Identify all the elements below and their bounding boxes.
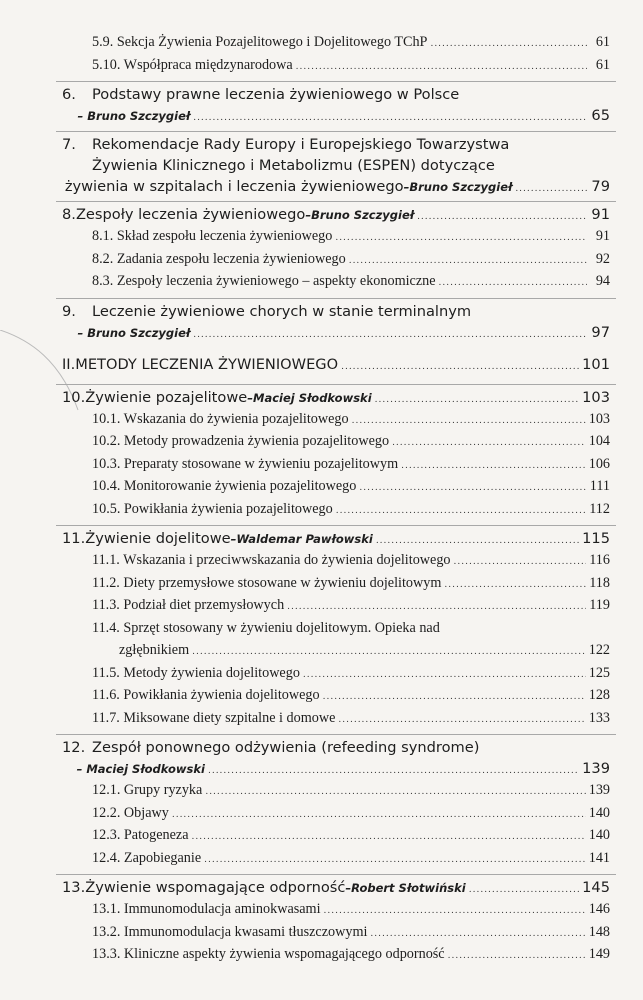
leader-dots [204, 855, 586, 865]
toc-entry-11-1[interactable] [92, 552, 610, 575]
page-number: 146 [588, 901, 610, 917]
leader-dots [324, 906, 586, 916]
page-number: 101 [582, 355, 610, 373]
chapter-divider [56, 734, 616, 735]
entry-title [92, 433, 389, 450]
entry-text: Wskazania i przeciwwskazania do żywienia dojelitowego [123, 552, 451, 568]
entry-text: Monitorowanie żywienia pozajelitowego [123, 478, 357, 494]
entry-number: 10.4. [92, 478, 121, 494]
chapter-title-line [62, 739, 610, 760]
chapter-title-line [62, 879, 610, 901]
page-number: 106 [588, 455, 610, 472]
section-number: II. [62, 355, 76, 373]
entry-number: 11.5. [92, 664, 120, 681]
entry-text: Immunomodulacja aminokwasami [123, 901, 321, 917]
leader-dots [401, 461, 586, 471]
entry-text: Powikłania żywienia pozajelitowego [123, 500, 333, 517]
toc-entry-8-2[interactable] [92, 251, 610, 274]
chapter-author: Bruno Szczygieł [87, 325, 191, 340]
page-number: 111 [589, 478, 610, 494]
chapter-divider [56, 81, 616, 82]
entry-number: 11.6. [92, 687, 120, 703]
chapter-number: 13. [62, 879, 86, 896]
entry-title [92, 228, 332, 245]
page-number: 139 [582, 760, 610, 777]
leader-dots [359, 483, 586, 493]
toc-entry-10-2[interactable] [92, 433, 610, 456]
chapter-title: Rekomendacje Rady Europy i Europejskiego Towarzystwa [92, 136, 510, 153]
chapter-number: 11. [62, 530, 86, 547]
entry-text: Podział diet przemysłowych [123, 597, 285, 613]
toc-section-II[interactable] [62, 356, 610, 382]
entry-text: Metody żywienia dojelitowego [123, 664, 300, 681]
entry-title [92, 710, 335, 727]
chapter-author: Robert Słotwiński [351, 881, 466, 895]
entry-title [92, 687, 320, 704]
entry-text: Sekcja Żywienia Pozajelitowego i Dojelitowego TChP [116, 34, 428, 50]
chapter-author: Bruno Szczygieł [87, 109, 191, 123]
entry-title [92, 850, 201, 867]
entry-text: Sprzęt stosowany w żywieniu dojelitowym. Opieka nad [123, 619, 440, 636]
page-number: 65 [591, 107, 610, 124]
entry-title [92, 946, 445, 963]
entry-text: Miksowane diety szpitalne i domowe [123, 709, 336, 726]
entry-number: 8.2. [92, 250, 114, 267]
entry-title [92, 620, 440, 637]
leader-dots [193, 330, 587, 340]
chapter-title-line [62, 389, 610, 411]
toc-entry-10-4[interactable] [92, 478, 610, 501]
entry-title [92, 827, 189, 844]
page-number: 148 [588, 923, 610, 940]
entry-title [92, 552, 451, 569]
toc-entry-12-3[interactable] [92, 827, 610, 850]
leader-dots [469, 885, 579, 895]
entry-title [92, 478, 356, 495]
chapter-title-line [62, 157, 610, 178]
toc-entry-10-5[interactable] [92, 501, 610, 524]
leader-dots [515, 184, 587, 194]
leader-dots [296, 62, 587, 72]
toc-entry-11-7[interactable] [92, 710, 610, 733]
chapter-title: Żywienia Klinicznego i Metabolizmu (ESPEN) dotyczące [92, 157, 495, 174]
entry-title [92, 665, 300, 682]
entry-text: Powikłania żywienia dojelitowego [123, 687, 320, 703]
entry-number: 5.10. [92, 56, 121, 73]
page-number: 91 [591, 206, 610, 223]
chapter-author: Waldemar Pawłowski [236, 532, 373, 546]
leader-dots [341, 362, 579, 372]
chapter-number: 6. [62, 86, 76, 103]
toc-entry-11-2[interactable] [92, 575, 610, 598]
chapter-number: 9. [62, 302, 76, 320]
toc-chapter-10[interactable] [62, 389, 610, 411]
entry-number: 12.2. [92, 804, 121, 821]
page-number: 61 [595, 34, 610, 50]
toc-entry-8-3[interactable] [92, 273, 610, 296]
entry-title [92, 924, 367, 941]
chapter-author-prefix: – [403, 180, 410, 194]
toc-chapter-12[interactable] [62, 739, 610, 782]
entry-number: 12.4. [92, 849, 121, 866]
toc-entry-13-2[interactable] [92, 924, 610, 947]
leader-dots [208, 766, 579, 776]
table-of-contents [62, 34, 610, 969]
chapter-title: Zespoły leczenia żywieniowego [75, 206, 306, 223]
toc-chapter-11[interactable] [62, 530, 610, 552]
page-number: 116 [589, 552, 610, 568]
chapter-author-prefix: – [305, 208, 312, 222]
entry-number: 11.4. [92, 619, 120, 636]
leader-dots [375, 395, 580, 405]
entry-title [92, 456, 398, 473]
chapter-divider [56, 384, 616, 385]
chapter-divider [56, 298, 616, 299]
leader-dots [172, 810, 586, 820]
entry-number: 10.5. [92, 500, 121, 517]
toc-entry-5-9[interactable] [92, 34, 610, 57]
entry-text-continued: zgłębnikiem [119, 642, 190, 658]
entry-text: Zapobieganie [123, 849, 202, 866]
leader-dots [335, 233, 587, 243]
toc-chapter-6[interactable] [62, 86, 610, 129]
entry-text: Skład zespołu leczenia żywieniowego [116, 228, 333, 244]
page-number: 141 [588, 849, 610, 866]
leader-dots [192, 832, 586, 842]
toc-entry-11-6[interactable] [92, 687, 610, 710]
entry-number: 10.2. [92, 433, 121, 449]
page-number: 133 [588, 709, 610, 726]
page-number: 94 [595, 273, 610, 289]
toc-chapter-9[interactable] [62, 303, 610, 346]
chapter-author-block [77, 762, 205, 776]
toc-entry-13-1[interactable] [92, 901, 610, 924]
leader-dots [205, 787, 585, 797]
entry-number: 8.3. [92, 273, 114, 289]
chapter-author-prefix: – [77, 325, 88, 340]
chapter-divider [56, 201, 616, 202]
entry-number: 12.1. [92, 782, 121, 798]
page-number: 61 [595, 56, 610, 73]
page-number: 119 [589, 597, 610, 613]
section-title: METODY LECZENIA ŻYWIENIOWEGO [75, 355, 339, 373]
entry-title [92, 273, 436, 290]
leader-dots [444, 580, 586, 590]
chapter-author: Bruno Szczygieł [311, 208, 415, 222]
entry-line [119, 642, 610, 665]
entry-number: 10.1. [92, 410, 121, 427]
chapter-title: Podstawy prawne leczenia żywieniowego w Polsce [92, 86, 460, 103]
chapter-author-block [77, 326, 190, 340]
chapter-author: Maciej Słodkowski [253, 390, 372, 405]
chapter-author-block [77, 109, 190, 123]
entry-number: 13.3. [92, 946, 121, 962]
page-number: 140 [588, 827, 610, 843]
entry-line [92, 620, 610, 643]
page-number: 140 [588, 804, 610, 821]
entry-title [92, 411, 349, 428]
spacer [62, 346, 610, 356]
leader-dots [287, 602, 586, 612]
chapter-author-line [62, 324, 610, 346]
page-number: 92 [595, 250, 610, 267]
page-number: 104 [588, 433, 610, 449]
entry-number: 11.2. [92, 574, 120, 591]
page-number: 103 [588, 410, 610, 427]
chapter-title: Zespół ponownego odżywienia (refeeding syndrome) [92, 739, 480, 756]
chapter-author-prefix: – [230, 532, 237, 546]
leader-dots [193, 113, 587, 123]
chapter-author-line [62, 107, 610, 129]
entry-text: Wskazania do żywienia pozajelitowego [123, 410, 349, 427]
chapter-number: 12. [62, 739, 86, 756]
entry-title [92, 597, 284, 614]
entry-text: Preparaty stosowane w żywieniu pozajelitowym [123, 455, 399, 472]
leader-dots [303, 670, 586, 680]
leader-dots [349, 256, 587, 266]
leader-dots [454, 557, 587, 567]
page-number: 91 [595, 228, 610, 244]
chapter-author-prefix: – [247, 390, 253, 405]
toc-entry-10-3[interactable] [92, 456, 610, 479]
chapter-title: Leczenie żywieniowe chorych w stanie terminalnym [92, 302, 472, 320]
entry-text: Kliniczne aspekty żywienia wspomagającego odporność [123, 946, 445, 962]
entry-text: Współpraca międzynarodowa [123, 56, 293, 73]
entry-number: 13.2. [92, 923, 121, 940]
toc-entry-10-1[interactable] [92, 411, 610, 434]
entry-text: Diety przemysłowe stosowane w żywieniu dojelitowym [123, 574, 442, 591]
entry-number: 13.1. [92, 901, 121, 917]
entry-number: 11.3. [92, 597, 120, 613]
entry-number: 10.3. [92, 455, 121, 472]
chapter-number: 10. [62, 388, 86, 406]
chapter-title-line [62, 303, 610, 324]
leader-dots [352, 416, 586, 426]
entry-text: Zadania zespołu leczenia żywieniowego [116, 250, 346, 267]
chapter-author-line [62, 760, 610, 782]
entry-number: 11.7. [92, 709, 120, 726]
chapter-title: żywienia w szpitalach i leczenia żywieniowego [64, 178, 404, 195]
chapter-divider [56, 131, 616, 132]
toc-entry-11-4[interactable] [62, 620, 610, 665]
chapter-divider [56, 525, 616, 526]
chapter-title: Żywienie dojelitowe [85, 530, 231, 547]
entry-text: Objawy [123, 804, 169, 821]
entry-title [92, 901, 321, 918]
chapter-title-line [62, 178, 610, 199]
entry-text: Zespoły leczenia żywieniowego – aspekty ekonomiczne [116, 273, 436, 289]
toc-chapter-7[interactable] [62, 136, 610, 199]
leader-dots [392, 438, 586, 448]
entry-title [92, 34, 427, 51]
page-number: 122 [588, 642, 610, 658]
entry-text: Patogeneza [123, 827, 189, 843]
page-number: 149 [588, 946, 610, 962]
entry-number: 12.3. [92, 827, 121, 843]
toc-entry-13-3[interactable] [92, 946, 610, 969]
entry-title [92, 782, 202, 799]
chapter-author: Maciej Słodkowski [86, 762, 205, 776]
leader-dots [338, 715, 585, 725]
chapter-title-line [62, 86, 610, 107]
chapter-title: Żywienie wspomagające odporność [85, 879, 346, 896]
leader-dots [417, 212, 587, 222]
toc-entry-8-1[interactable] [92, 228, 610, 251]
chapter-author-prefix: – [77, 109, 88, 123]
entry-number: 8.1. [92, 228, 114, 244]
page-number: 103 [582, 388, 610, 406]
entry-text: Grupy ryzyka [123, 782, 203, 798]
toc-entry-11-5[interactable] [92, 665, 610, 688]
toc-entry-5-10[interactable] [92, 57, 610, 80]
entry-number: 11.1. [92, 552, 120, 568]
chapter-number: 7. [62, 136, 76, 153]
entry-text: Metody prowadzenia żywienia pozajelitowego [123, 433, 390, 449]
entry-text: Immunomodulacja kwasami tłuszczowymi [123, 923, 368, 940]
leader-dots [439, 278, 587, 288]
toc-entry-11-3[interactable] [92, 597, 610, 620]
chapter-title: Żywienie pozajelitowe [85, 388, 248, 406]
page-number: 115 [582, 530, 610, 547]
chapter-number: 8. [62, 206, 76, 223]
chapter-title-line [62, 136, 610, 157]
leader-dots [323, 692, 586, 702]
toc-entry-12-4[interactable] [92, 850, 610, 873]
toc-chapter-13[interactable] [62, 879, 610, 901]
toc-entry-12-2[interactable] [92, 805, 610, 828]
page-number: 97 [591, 323, 610, 341]
chapter-title-line [62, 206, 610, 228]
entry-title [92, 251, 346, 268]
leader-dots [448, 951, 586, 961]
chapter-divider [56, 874, 616, 875]
page-number: 118 [589, 574, 610, 591]
chapter-author-prefix: – [76, 762, 87, 776]
page-number: 128 [588, 687, 610, 703]
chapter-author: Bruno Szczygieł [409, 180, 513, 194]
page-number: 112 [589, 500, 610, 517]
page-number: 79 [591, 178, 610, 195]
entry-title [92, 805, 169, 822]
entry-title [92, 575, 441, 592]
chapter-title-line [62, 530, 610, 552]
page-number: 145 [582, 879, 610, 896]
leader-dots [192, 647, 586, 657]
entry-title [92, 501, 333, 518]
page-number: 139 [588, 782, 610, 798]
leader-dots [430, 39, 587, 49]
toc-entry-12-1[interactable] [92, 782, 610, 805]
entry-number: 5.9. [92, 34, 114, 50]
page-number: 125 [588, 664, 610, 681]
chapter-author-prefix: – [345, 881, 352, 895]
toc-chapter-8[interactable] [62, 206, 610, 228]
leader-dots [370, 929, 585, 939]
entry-title [92, 57, 293, 74]
leader-dots [376, 536, 579, 546]
leader-dots [336, 506, 587, 516]
